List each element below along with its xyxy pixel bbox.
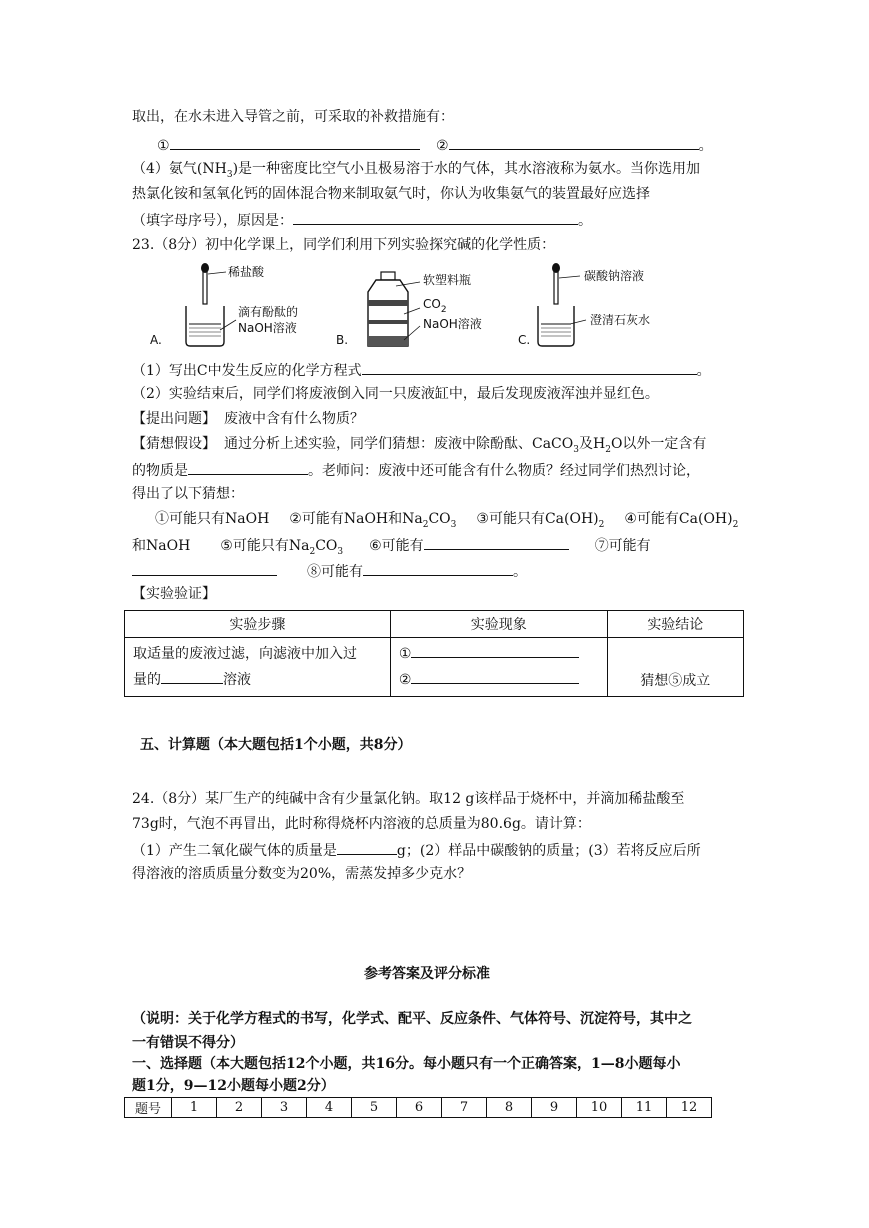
- guess-3: ③可能只有$Ca(OH)_2$: [476, 511, 605, 530]
- guess-8-end: 。: [513, 564, 527, 580]
- q23-part1: [132, 360, 711, 380]
- a-reagent-label: 稀盐酸: [228, 265, 265, 279]
- q23-part1-text: （1）写出C中发生反应的化学方程式: [132, 363, 362, 379]
- observation-2-blank[interactable]: [411, 669, 579, 684]
- q22-part4-line1: [132, 160, 700, 184]
- answer-col: 8: [487, 1098, 532, 1118]
- experiment-table: [124, 610, 744, 697]
- header-step: 实验步骤: [125, 611, 391, 638]
- beaker-c-icon: [538, 263, 586, 346]
- observation-cell: [390, 638, 607, 697]
- co2-mass-blank[interactable]: [337, 840, 397, 855]
- header-conclusion: 实验结论: [607, 611, 743, 638]
- answers-title: 参考答案及评分标准: [364, 966, 490, 982]
- q24-line4: 得溶液的溶质质量分数变为20%，需蒸发掉多少克水？: [132, 866, 472, 882]
- answer-col: 5: [352, 1098, 397, 1118]
- answers-note-1: （说明：关于化学方程式的书写，化学式、配平、反应条件、气体符号、沉淀符号，其中之: [132, 1011, 692, 1027]
- b-gas-sub: 2: [440, 305, 447, 315]
- guess-4-a: ④可能有$Ca(OH)_2$: [624, 511, 739, 530]
- observation-2: ②: [399, 667, 599, 693]
- b-solution-label: NaOH溶液: [423, 317, 482, 331]
- answers-note-2: 一有错误不得分）: [132, 1035, 244, 1051]
- step-line-1: 取适量的废液过滤，向滤液中加入过: [133, 646, 357, 662]
- h2o-sub: 2: [605, 444, 611, 455]
- answer-table: [124, 1097, 712, 1118]
- b-gas-text: CO: [423, 297, 441, 311]
- c-reagent-label: 碳酸钠溶液: [584, 269, 645, 283]
- guess-8-blank[interactable]: [363, 561, 513, 576]
- c-content-label: 澄清石灰水: [590, 313, 651, 327]
- q23-hypothesis: [132, 435, 706, 459]
- remedy-1-blank[interactable]: [170, 135, 420, 150]
- guess-8: ⑧可能有: [307, 564, 363, 580]
- hypothesis-c: O以外一定含有: [610, 436, 707, 452]
- b-gas-label: [423, 297, 447, 315]
- must-contain-a: 的物质是: [132, 463, 188, 479]
- answers-section1-line2: 题1分，9—12小题每小题2分）: [132, 1078, 335, 1094]
- answer-table-header: [125, 1098, 712, 1118]
- answer-col: 10: [577, 1098, 622, 1118]
- q24-line2: 73g时，气泡不再冒出，此时称得烧杯内溶液的总质量为80.6g。请计算：: [132, 816, 591, 832]
- guess-7: ⑦可能有: [594, 538, 651, 554]
- answer-col: 2: [217, 1098, 262, 1118]
- step-line-2: 量的 溶液: [133, 667, 382, 693]
- guess-4-b: 和NaOH: [132, 538, 191, 554]
- nh3-sub: 3: [226, 169, 233, 180]
- answer-col: 4: [307, 1098, 352, 1118]
- q23-part2: （2）实验结束后，同学们将废液倒入同一只废液缸中，最后发现废液浑浊并显红色。: [132, 386, 659, 402]
- q22-intro: 取出，在水未进入导管之前，可采取的补救措施有：: [132, 109, 454, 125]
- q23-experiment-figure: [140, 262, 700, 354]
- b-label: B.: [336, 333, 349, 347]
- a-label: A.: [150, 333, 162, 347]
- answer-col: 1: [172, 1098, 217, 1118]
- conclusion-cell: 猜想⑤成立: [607, 638, 743, 697]
- remedy-2-label: ②: [436, 138, 449, 154]
- question-tag: 【提出问题】: [132, 411, 216, 427]
- remedy-end: 。: [698, 138, 713, 154]
- remedy-2-blank[interactable]: [449, 135, 699, 150]
- must-contain-b: 。老师问：废液中还可能含有什么物质？经过同学们热烈讨论，: [308, 463, 700, 479]
- q23-header: 23.（8分）初中化学课上，同学们利用下列实验探究碱的化学性质：: [132, 237, 556, 253]
- a-content-label-1: 滴有酚酞的: [238, 305, 299, 319]
- reason-blank[interactable]: [293, 210, 578, 225]
- reagent-blank[interactable]: [161, 669, 223, 684]
- q22-part4-line3-text: （填字母序号），原因是：: [132, 213, 293, 229]
- reason-end: 。: [578, 213, 592, 229]
- observation-1: ①: [399, 641, 599, 667]
- q24-line1: 24.（8分）某厂生产的纯碱中含有少量氯化钠。取12 g该样品于烧杯中，并滴加稀盐酸至: [132, 791, 685, 807]
- q23-part1-end: 。: [696, 363, 711, 379]
- guess-7-blank[interactable]: [132, 561, 277, 576]
- answer-col: 6: [397, 1098, 442, 1118]
- remedy-1-label: ①: [157, 138, 170, 154]
- table-header-row: [125, 611, 744, 638]
- answer-col: 11: [622, 1098, 667, 1118]
- q24-line3-b: g；(2）样品中碳酸钠的质量；(3）若将反应后所: [396, 843, 701, 859]
- a-content-label-2: NaOH溶液: [238, 321, 297, 335]
- section5-title: 五、计算题（本大题包括1个小题，共8分）: [140, 737, 412, 753]
- hypothesis-a: 通过分析上述实验，同学们猜想：废液中除酚酞、CaCO: [224, 436, 574, 452]
- q22-remedies: [157, 135, 713, 155]
- q22-part4-line2: 热氯化铵和氢氧化钙的固体混合物来制取氨气时，你认为收集氨气的装置最好应选择: [132, 186, 650, 202]
- b-bottle-label: 软塑料瓶: [423, 273, 472, 287]
- guess-1: ①可能只有NaOH: [155, 511, 270, 527]
- c-label: C.: [518, 333, 531, 347]
- observation-1-blank[interactable]: [411, 643, 579, 658]
- guess-2: ②可能有NaOH和$Na_2CO_3$: [289, 511, 457, 530]
- q23-guesses-row3: [132, 561, 527, 581]
- guess-5: ⑤可能只有$Na_2CO_3$: [220, 538, 344, 557]
- header-observation: 实验现象: [390, 611, 607, 638]
- answer-col: 9: [532, 1098, 577, 1118]
- q23-must-contain: [132, 460, 700, 480]
- hypothesis-tag: 【猜想假设】: [132, 436, 216, 452]
- guess-6: ⑥可能有: [369, 538, 424, 554]
- verify-tag: 【实验验证】: [132, 586, 216, 602]
- question-text: 废液中含有什么物质？: [224, 411, 364, 427]
- answer-col-label: 题号: [125, 1098, 172, 1118]
- answer-col: 12: [667, 1098, 712, 1118]
- table-row: [125, 638, 744, 697]
- q23-conclude: 得出了以下猜想：: [132, 486, 244, 502]
- q22-part4-a: （4）氨气(NH: [132, 161, 227, 177]
- q23-question: [132, 410, 364, 428]
- equation-blank[interactable]: [362, 360, 697, 375]
- answer-col: 3: [262, 1098, 307, 1118]
- q23-guesses-row1: [155, 510, 738, 534]
- q24-line3-a: （1）产生二氧化碳气体的质量是: [132, 843, 337, 859]
- plastic-bottle-icon: [368, 272, 420, 346]
- guess-6-blank[interactable]: [424, 535, 569, 550]
- q23-guesses-row2: [132, 535, 651, 561]
- hypothesis-b: 及H: [578, 436, 606, 452]
- caco3-sub: 3: [573, 444, 579, 455]
- answers-section1-line1: 一、选择题（本大题包括12个小题，共16分。每小题只有一个正确答案，1—8小题每小: [132, 1056, 681, 1072]
- q24-line3: [132, 840, 701, 860]
- step-cell: [125, 638, 391, 697]
- answer-col: 7: [442, 1098, 487, 1118]
- q22-part4-b: )是一种密度比空气小且极易溶于水的气体，其水溶液称为氨水。当你选用加: [232, 161, 701, 177]
- must-contain-blank[interactable]: [188, 460, 308, 475]
- q22-part4-line3: [132, 210, 592, 230]
